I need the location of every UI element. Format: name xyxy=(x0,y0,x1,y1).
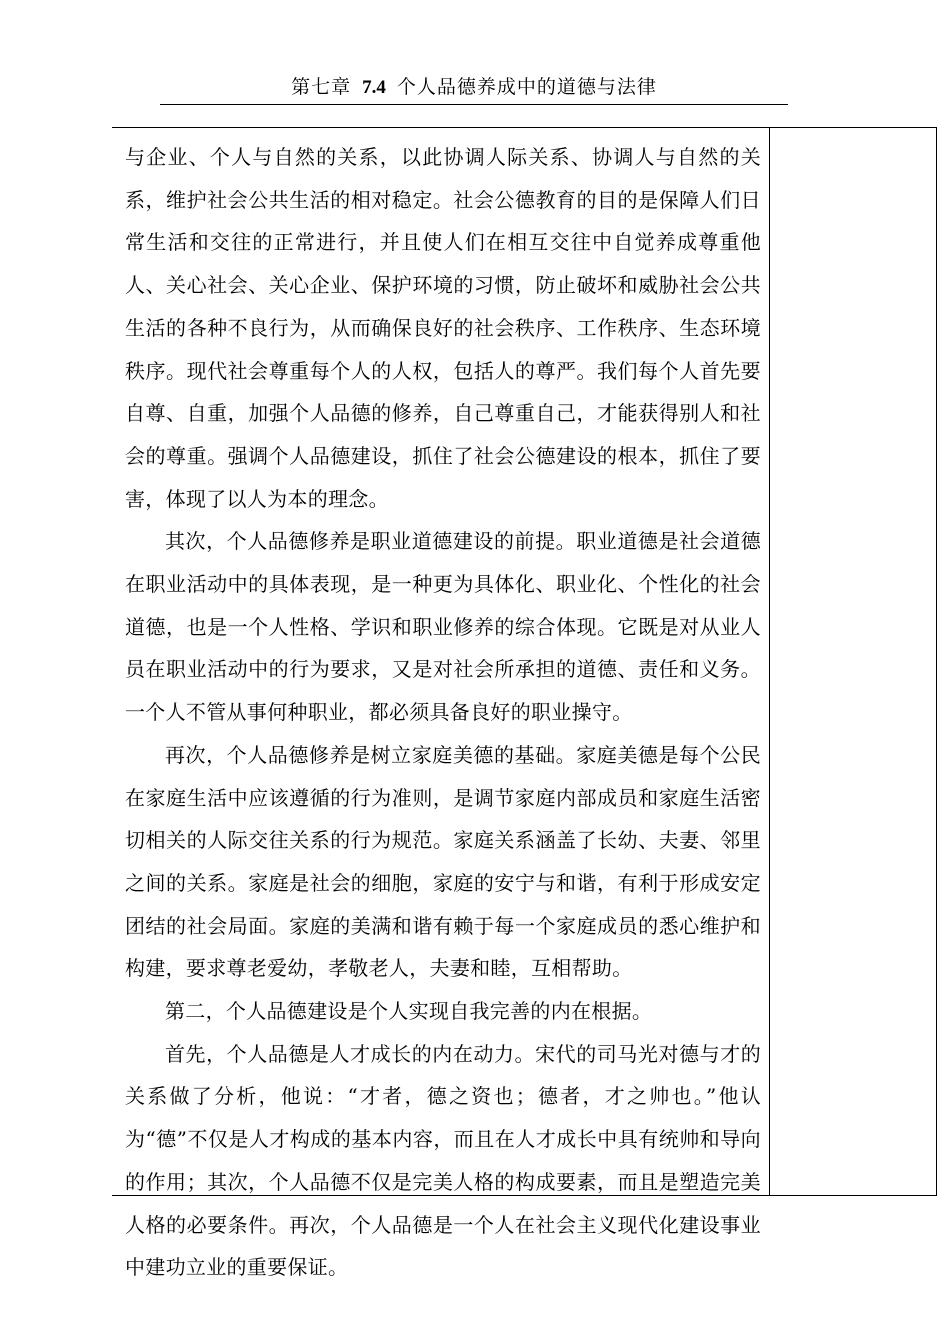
page-header xyxy=(160,70,788,105)
paragraph-3: 再次，个人品德修养是树立家庭美德的基础。家庭美德是每个公民在家庭生活中应该遵循的行为准则，是调节家庭内部成员和家庭生活密切相关的人际交往关系的行为规范。家庭关系涵盖了长幼、夫妻、邻里之间的关系。家庭是社会的细胞，家庭的安宁与和谐，有利于形成安定团结的社会局面。家庭的美满和谐有赖于每一个家庭成员的悉心维护和构建，要求尊老爱幼，孝敬老人，夫妻和睦，互相帮助。 xyxy=(125,742,761,981)
paragraph-4: 第二，个人品德建设是个人实现自我完善的内在根据。 xyxy=(165,999,653,1024)
section-title: 个人品德养成中的道德与法律 xyxy=(396,76,657,98)
section-number: 7.4 xyxy=(362,77,386,98)
paragraph-5: 首先，个人品德是人才成长的内在动力。宋代的司马光对德与才的关系做了分析，他说：“才者，德之资也；德者，才之帅也。”他认为“德”不仅是人才构成的基本内容，而且在人才成长中具有统帅和导向的作用；其次，个人品德不仅是完美人格的构成要素，而且是塑造完美人格的必要条件。再次，个人品德是一个人在社会主义现代化建设事业中建功立业的重要保证。 xyxy=(125,1041,761,1280)
chapter-label: 第七章 xyxy=(291,76,352,98)
paragraph-1: 与企业、个人与自然的关系，以此协调人际关系、协调人与自然的关系，维护社会公共生活的相对稳定。社会公德教育的目的是保障人们日常生活和交往的正常进行，并且使人们在相互交往中自觉养成尊重他人、关心社会、关心企业、保护环境的习惯，防止破坏和威胁社会公共生活的各种不良行为，从而确保良好的社会秩序、工作秩序、生态环境秩序。现代社会尊重每个人的人权，包括人的尊严。我们每个人首先要自尊、自重，加强个人品德的修养，自己尊重自己，才能获得别人和社会的尊重。强调个人品德建设，抓住了社会公德建设的根本，抓住了要害，体现了以人为本的理念。 xyxy=(125,145,761,511)
right-border xyxy=(936,128,937,1195)
paragraph-2: 其次，个人品德修养是职业道德建设的前提。职业道德是社会道德在职业活动中的具体表现，是一种更为具体化、职业化、个性化的社会道德，也是一个人性格、学识和职业修养的综合体现。它既是对从业人员在职业活动中的行为要求，又是对社会所承担的道德、责任和义务。一个人不管从事何种职业，都必须具备良好的职业操守。 xyxy=(125,529,761,725)
column-divider xyxy=(769,128,770,1195)
content-table xyxy=(112,127,937,1280)
main-text-cell xyxy=(125,136,761,1289)
